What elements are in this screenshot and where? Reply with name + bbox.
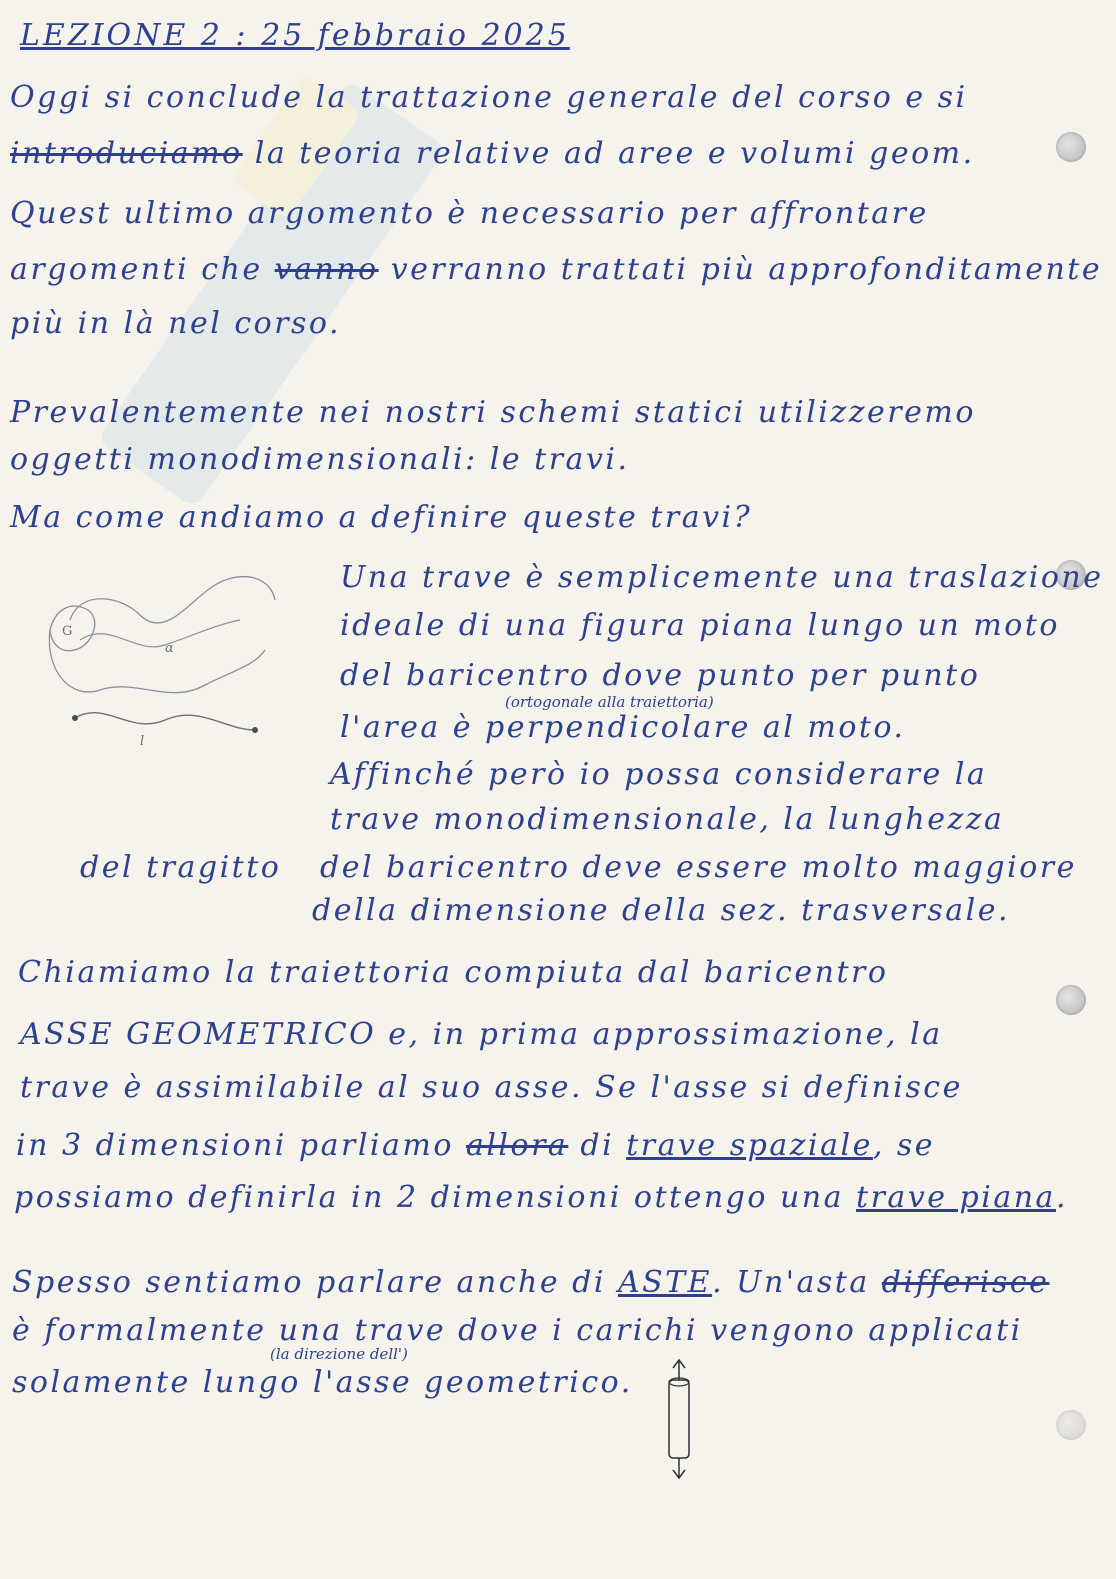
p3-line3: trave è assimilabile al suo asse. Se l'asse si definisce (20, 1070, 963, 1105)
def-line3: del baricentro dove punto per punto (340, 658, 981, 693)
axis-start-point (72, 715, 78, 721)
truss-sketch (655, 1358, 705, 1483)
def-line8: della dimensione della sez. trasversale. (312, 893, 1011, 928)
beam-axis-line (75, 713, 255, 730)
lesson-title-text: LEZIONE 2 : 25 febbraio 2025 (20, 18, 570, 53)
strikeout-word: vanno (274, 252, 379, 287)
p1-line5: più in là nel corso. (10, 306, 342, 341)
p3-line5-a: possiamo definirla in 2 dimensioni ottengo una (14, 1180, 857, 1215)
strikeout-word: introduciamo (10, 136, 243, 171)
def-line7-left: del tragitto (80, 850, 282, 885)
binder-hole (1056, 1410, 1086, 1440)
p4-line1 (12, 1265, 1049, 1301)
def-line5: Affinché però io possa considerare la (330, 757, 988, 792)
p3-line2: ASSE GEOMETRICO e, in prima approssimazione, la (20, 1017, 943, 1052)
barycenter-path (80, 620, 240, 647)
p3-line4-e: , se (872, 1128, 936, 1163)
def-annotation: (ortogonale alla traiettoria) (505, 693, 714, 711)
alpha-label: α (165, 641, 174, 656)
beam-outline-top (70, 577, 275, 623)
p3-line4-c: di (568, 1128, 627, 1163)
p1-line4 (10, 252, 1102, 288)
binder-hole (1056, 132, 1086, 162)
truss-rod (669, 1380, 689, 1458)
aste-term: ASTE (617, 1265, 713, 1300)
axis-end-point (252, 727, 258, 733)
p3-line5 (14, 1180, 1068, 1216)
p4-line2: è formalmente una trave dove i carichi vengono applicati (12, 1313, 1023, 1348)
g-label: G (62, 624, 73, 639)
p2-line2: oggetti monodimensionali: le travi. (10, 442, 630, 477)
lesson-title (20, 18, 570, 54)
p4-annotation: (la direzione dell') (270, 1345, 408, 1363)
p3-line5-c: . (1055, 1180, 1068, 1215)
trave-piana-term: trave piana (856, 1180, 1056, 1215)
def-line4: l'area è perpendicolare al moto. (340, 710, 906, 745)
watermark-logo (20, 40, 540, 560)
p1-line2-rest: la teoria relative ad aree e volumi geom. (242, 136, 975, 171)
p1-line2 (10, 136, 975, 172)
p3-line4 (16, 1128, 935, 1164)
strikeout-word: differisce (881, 1265, 1050, 1300)
p2-line1: Prevalentemente nei nostri schemi statici utilizzeremo (10, 395, 976, 430)
p1-line4-c: verranno trattati più approfonditamente (378, 252, 1103, 287)
p4-line1-c: . Un'asta (712, 1265, 882, 1300)
def-line1: Una trave è semplicemente una traslazione (340, 560, 1104, 595)
p2-line3: Ma come andiamo a definire queste travi? (10, 500, 753, 535)
p1-line3: Quest ultimo argomento è necessario per affrontare (10, 196, 929, 231)
p1-line1: Oggi si conclude la trattazione generale del corso e si (10, 80, 968, 115)
def-line7-right: del baricentro deve essere molto maggiore (320, 850, 1077, 885)
beam-sketch (40, 560, 290, 750)
p4-line1-a: Spesso sentiamo parlare anche di (12, 1265, 618, 1300)
l-label: l (140, 734, 145, 749)
def-line6: trave monodimensionale, la lunghezza (330, 802, 1005, 837)
p4-line3: solamente lungo l'asse geometrico. (12, 1365, 633, 1400)
strikeout-word: allora (465, 1128, 569, 1163)
p3-line4-a: in 3 dimensioni parliamo (16, 1128, 466, 1163)
def-line2: ideale di una figura piana lungo un moto (340, 608, 1060, 643)
binder-hole (1056, 985, 1086, 1015)
p3-line1: Chiamiamo la traiettoria compiuta dal baricentro (18, 955, 889, 990)
trave-spaziale-term: trave spaziale (626, 1128, 873, 1163)
p1-line4-a: argomenti che (10, 252, 275, 287)
